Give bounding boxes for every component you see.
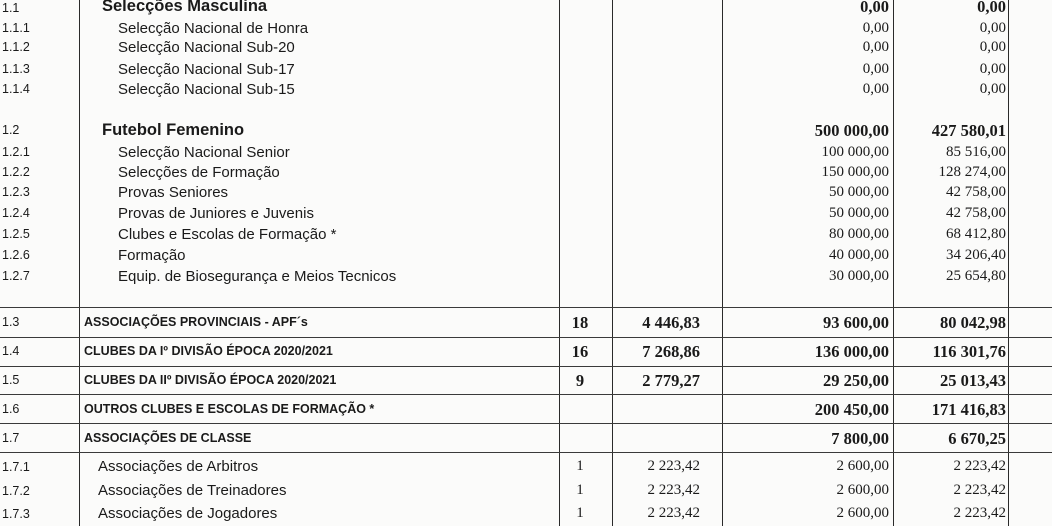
actual-value: 85 516,00 (946, 144, 1006, 160)
row-label: Provas de Juniores e Juvenis (118, 205, 314, 222)
actual-value: 25 013,43 (940, 371, 1006, 390)
row-divider (0, 337, 1052, 338)
unit-value: 2 223,42 (647, 458, 700, 474)
row-code: 1.7 (2, 431, 20, 445)
row-code: 1.6 (2, 402, 20, 416)
actual-value: 42 758,00 (946, 184, 1006, 200)
actual-value: 0,00 (977, 0, 1006, 16)
budget-value: 29 250,00 (823, 371, 889, 390)
row-label: ASSOCIAÇÕES PROVINCIAIS - APF´s (84, 315, 308, 329)
count-value: 9 (575, 371, 585, 390)
row-code: 1.2.7 (2, 269, 30, 283)
budget-value: 0,00 (862, 39, 889, 55)
row-divider (0, 452, 1052, 453)
row-code: 1.7.2 (2, 484, 30, 498)
column-divider (559, 0, 560, 526)
budget-value: 80 000,00 (829, 226, 889, 242)
unit-value: 7 268,86 (642, 342, 700, 361)
row-label: Futebol Femenino (102, 121, 245, 139)
column-divider (79, 0, 80, 526)
actual-value: 2 223,42 (953, 482, 1006, 498)
row-label: OUTROS CLUBES E ESCOLAS DE FORMAÇÃO * (84, 402, 375, 416)
row-label: ASSOCIAÇÕES DE CLASSE (84, 431, 252, 445)
row-divider (0, 366, 1052, 367)
actual-value: 427 580,01 (931, 121, 1006, 140)
actual-value: 0,00 (979, 39, 1006, 55)
actual-value: 25 654,80 (946, 268, 1006, 284)
count-value: 1 (576, 505, 584, 521)
budget-value: 2 600,00 (836, 505, 889, 521)
budget-value: 93 600,00 (823, 313, 889, 332)
row-code: 1.4 (2, 344, 20, 358)
row-label: Equip. de Biosegurança e Meios Tecnicos (118, 268, 397, 285)
row-code: 1.5 (2, 373, 20, 387)
row-code: 1.2.1 (2, 145, 30, 159)
row-divider (0, 423, 1052, 424)
column-divider (612, 0, 613, 526)
row-label: Selecção Nacional de Honra (118, 20, 309, 37)
row-code: 1.1.2 (2, 40, 30, 54)
actual-value: 6 670,25 (948, 429, 1006, 448)
actual-value: 68 412,80 (946, 226, 1006, 242)
actual-value: 2 223,42 (953, 458, 1006, 474)
budget-value: 0,00 (862, 61, 889, 77)
count-value: 1 (576, 482, 584, 498)
row-code: 1.1.3 (2, 62, 30, 76)
row-label: Associações de Treinadores (98, 482, 287, 499)
row-label: Formação (118, 247, 186, 264)
budget-value: 0,00 (862, 20, 889, 36)
actual-value: 80 042,98 (940, 313, 1006, 332)
actual-value: 171 416,83 (931, 400, 1006, 419)
actual-value: 0,00 (979, 20, 1006, 36)
actual-value: 116 301,76 (932, 342, 1006, 361)
budget-value: 200 450,00 (814, 400, 889, 419)
budget-value: 0,00 (860, 0, 889, 16)
row-code: 1.1.4 (2, 82, 30, 96)
count-value: 1 (576, 458, 584, 474)
row-divider (0, 307, 1052, 308)
row-label: Associações de Jogadores (98, 505, 278, 522)
unit-value: 2 223,42 (647, 482, 700, 498)
budget-value: 7 800,00 (831, 429, 889, 448)
budget-value: 50 000,00 (829, 205, 889, 221)
row-label: Selecções de Formação (118, 164, 280, 181)
row-label: Provas Seniores (118, 184, 229, 201)
row-code: 1.3 (2, 315, 20, 329)
unit-value: 2 779,27 (642, 371, 700, 390)
column-divider (722, 0, 723, 526)
row-code: 1.7.3 (2, 507, 30, 521)
budget-value: 500 000,00 (814, 121, 889, 140)
row-code: 1.2.2 (2, 165, 30, 179)
unit-value: 4 446,83 (642, 313, 700, 332)
budget-value: 40 000,00 (829, 247, 889, 263)
count-value: 16 (571, 342, 589, 361)
budget-value: 0,00 (862, 81, 889, 97)
actual-value: 0,00 (979, 61, 1006, 77)
row-label: Selecção Nacional Sub-20 (118, 39, 295, 56)
row-label: Selecção Nacional Senior (118, 144, 290, 161)
row-label: Selecção Nacional Sub-15 (118, 81, 295, 98)
budget-value: 30 000,00 (829, 268, 889, 284)
budget-value: 150 000,00 (821, 164, 889, 180)
row-label: CLUBES DA IIº DIVISÃO ÉPOCA 2020/2021 (84, 373, 337, 387)
row-code: 1.1.1 (2, 21, 30, 35)
budget-value: 136 000,00 (814, 342, 889, 361)
row-label: Clubes e Escolas de Formação * (118, 226, 337, 243)
budget-value: 50 000,00 (829, 184, 889, 200)
column-divider (893, 0, 894, 526)
row-code: 1.7.1 (2, 460, 30, 474)
row-code: 1.2.5 (2, 227, 30, 241)
row-code: 1.2.4 (2, 206, 30, 220)
budget-value: 2 600,00 (836, 458, 889, 474)
row-label: Associações de Arbitros (98, 458, 259, 475)
row-code: 1.2 (2, 123, 20, 137)
row-code: 1.1 (2, 1, 20, 15)
budget-value: 100 000,00 (821, 144, 889, 160)
row-divider (0, 394, 1052, 395)
column-divider (1008, 0, 1009, 526)
actual-value: 34 206,40 (946, 247, 1006, 263)
row-label: Selecções Masculina (102, 0, 268, 15)
row-code: 1.2.6 (2, 248, 30, 262)
actual-value: 128 274,00 (938, 164, 1006, 180)
row-label: Selecção Nacional Sub-17 (118, 61, 295, 78)
row-label: CLUBES DA Iº DIVISÃO ÉPOCA 2020/2021 (84, 344, 333, 358)
budget-value: 2 600,00 (836, 482, 889, 498)
count-value: 18 (571, 313, 589, 332)
unit-value: 2 223,42 (647, 505, 700, 521)
actual-value: 2 223,42 (953, 505, 1006, 521)
actual-value: 0,00 (979, 81, 1006, 97)
actual-value: 42 758,00 (946, 205, 1006, 221)
row-code: 1.2.3 (2, 185, 30, 199)
